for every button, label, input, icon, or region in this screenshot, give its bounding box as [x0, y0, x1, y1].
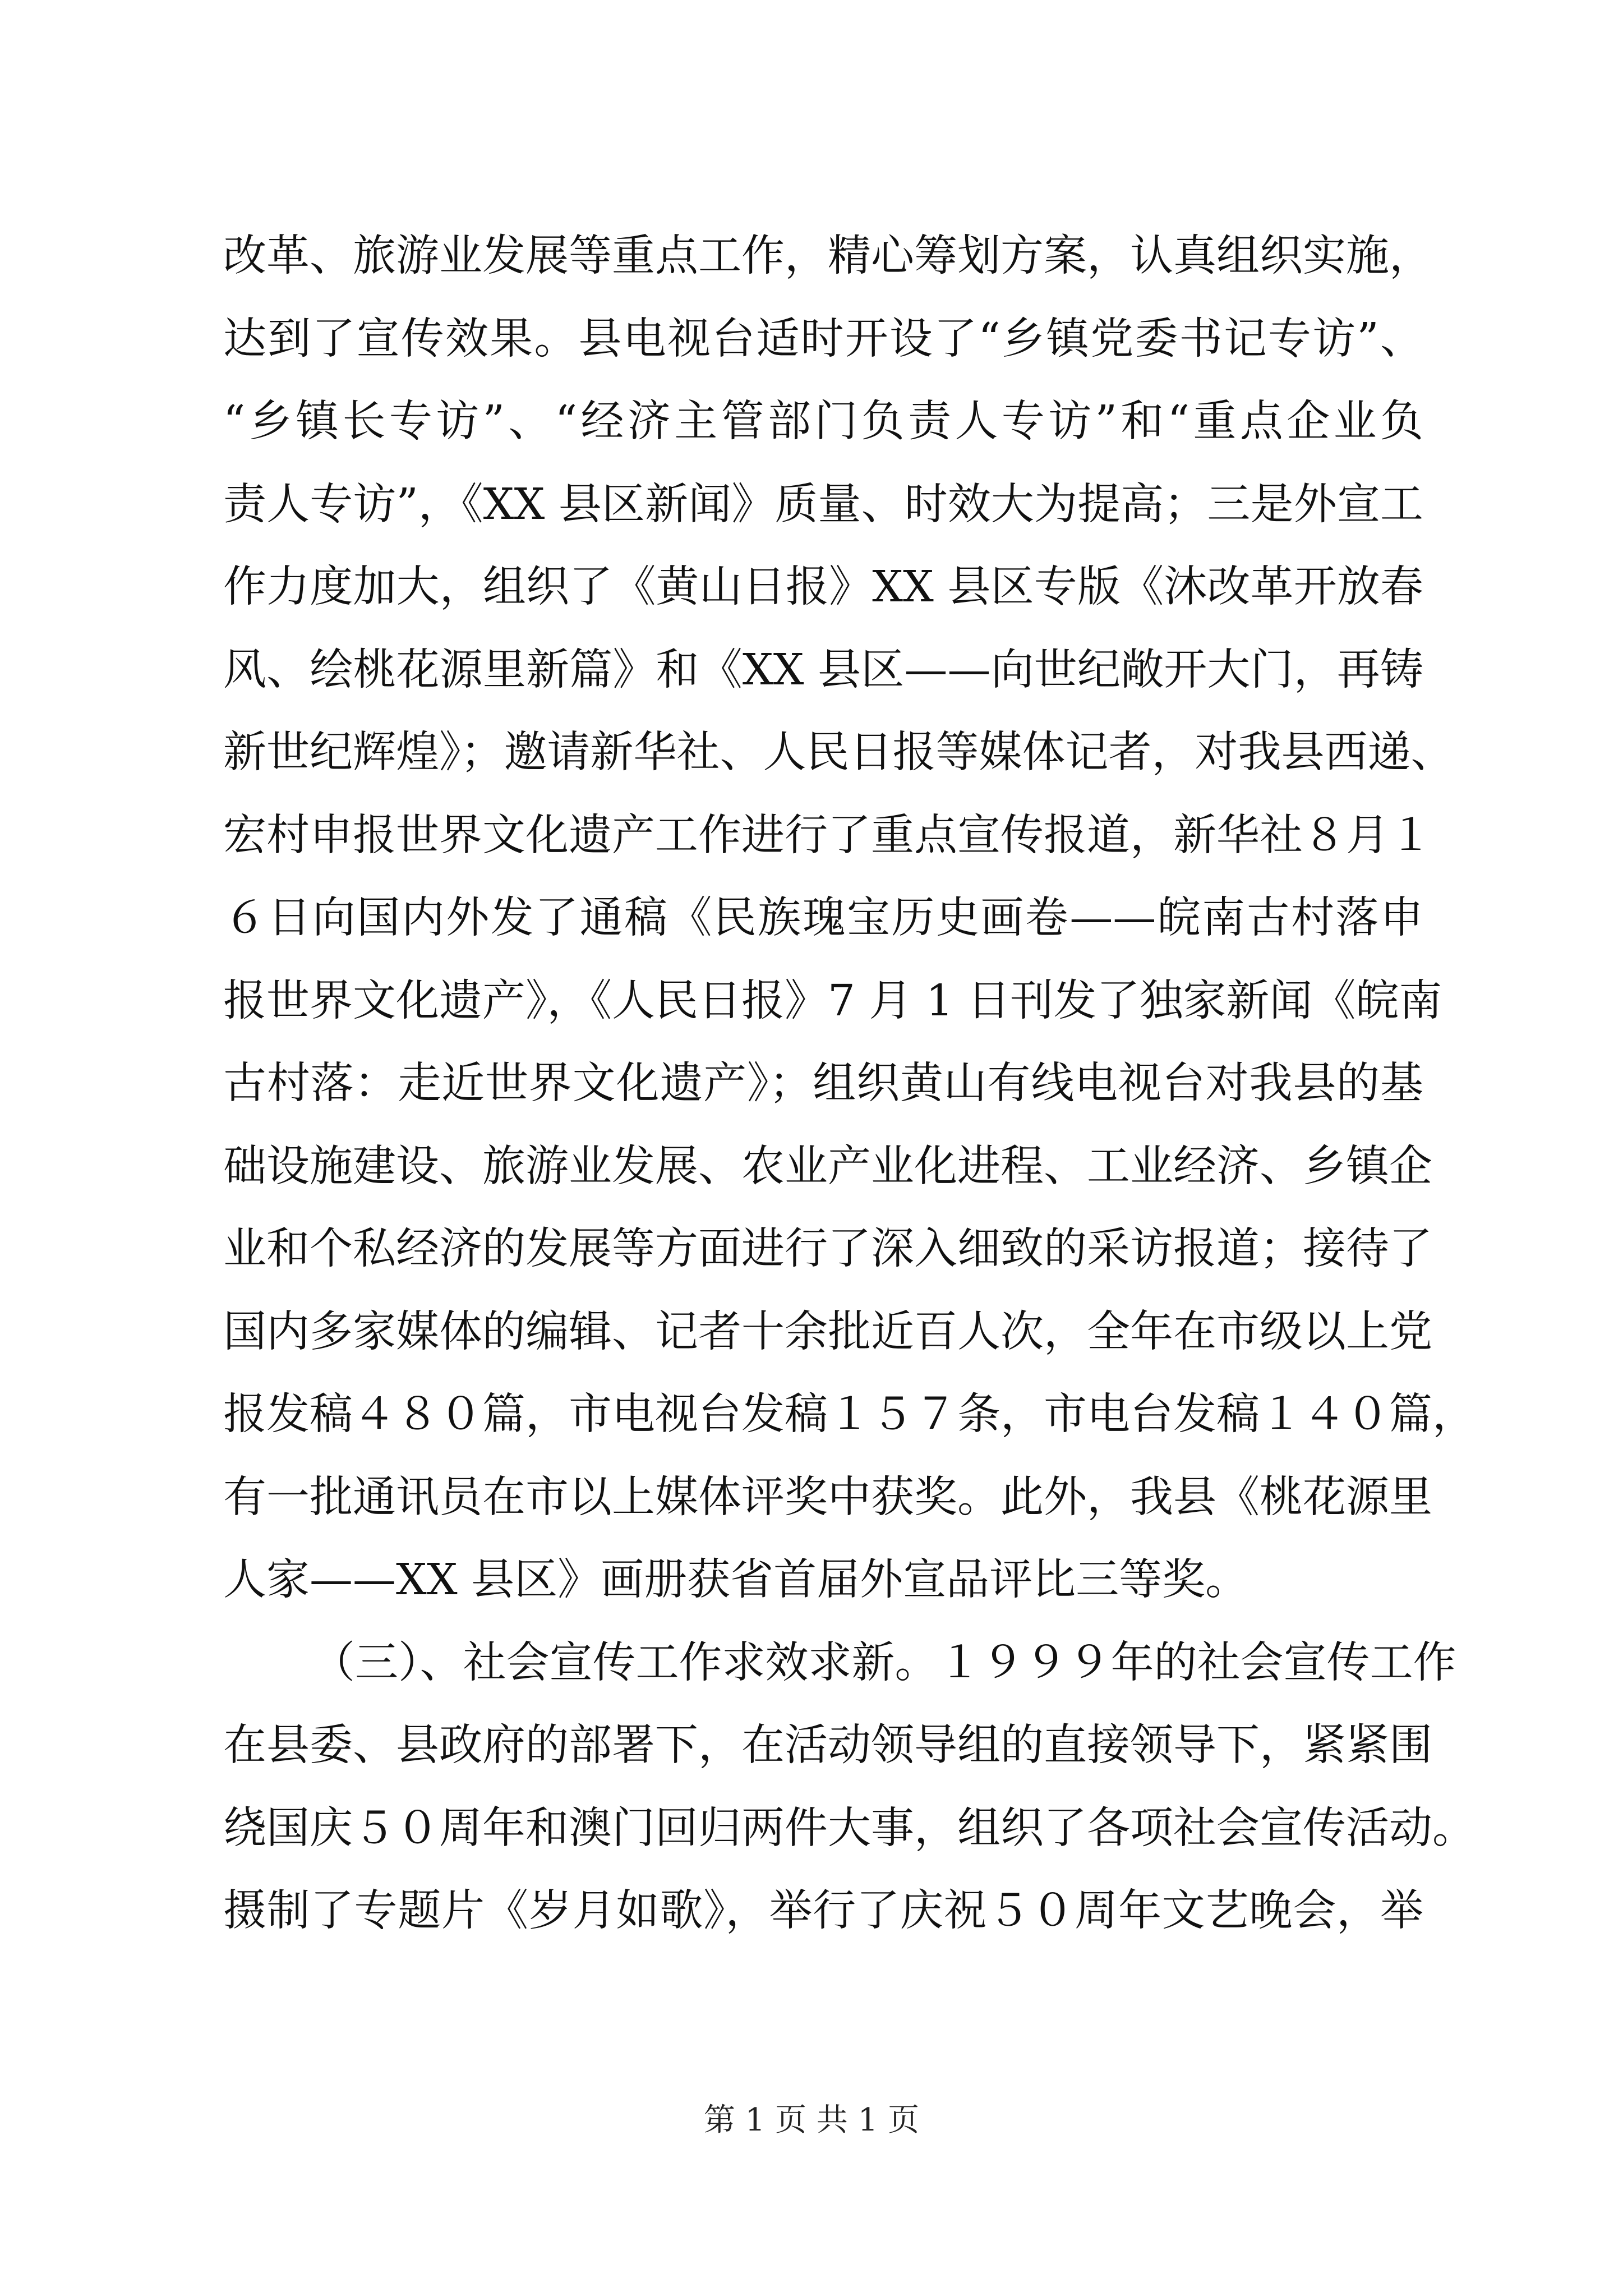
- document-body: [223, 215, 1476, 1953]
- text-line: 报世界文化遗产》，《人民日报》7 月 1 日刊发了独家新闻《皖南: [223, 976, 1442, 1026]
- page-number-label: 第 1 页 共 1 页: [703, 2102, 920, 2138]
- text-line: 人家——XX 县区》画册获省首届外宣品评比三等奖。: [223, 1555, 1249, 1605]
- text-line: 达到了宣传效果。县电视台适时开设了“乡镇党委书记专访”、: [223, 314, 1423, 364]
- text-line: 业和个私经济的发展等方面进行了深入细致的采访报道；接待了: [223, 1224, 1432, 1274]
- text-line: 础设施建设、旅游业发展、农业产业化进程、工业经济、乡镇企: [223, 1141, 1432, 1191]
- text-line: 绕国庆５０周年和澳门回归两件大事，组织了各项社会宣传活动。: [223, 1803, 1476, 1853]
- text-line: （三）、社会宣传工作求效求新。１９９９年的社会宣传工作: [312, 1637, 1456, 1688]
- paragraph-2: [223, 1622, 1476, 1953]
- text-line: “乡镇长专访”、“经济主管部门负责人专访”和“重点企业负: [223, 397, 1423, 447]
- text-line: 摄制了专题片《岁月如歌》，举行了庆祝５０周年文艺晚会，举: [223, 1886, 1423, 1936]
- text-line: ６日向国内外发了通稿《民族瑰宝历史画卷——皖南古村落申: [223, 893, 1423, 943]
- text-line: 新世纪辉煌》；邀请新华社、人民日报等媒体记者，对我县西递、: [223, 728, 1454, 777]
- text-line: 责人专访”，《XX 县区新闻》质量、时效大为提高；三是外宣工: [223, 479, 1423, 530]
- paragraph-1: [223, 215, 1476, 1622]
- text-line: 有一批通讯员在市以上媒体评奖中获奖。此外，我县《桃花源里: [223, 1472, 1432, 1522]
- text-line: 国内多家媒体的编辑、记者十余批近百人次，全年在市级以上党: [223, 1306, 1432, 1357]
- text-line: 古村落：走近世界文化遗产》；组织黄山有线电视台对我县的基: [223, 1059, 1423, 1108]
- text-line: 在县委、县政府的部署下，在活动领导组的直接领导下，紧紧围: [223, 1720, 1432, 1770]
- text-line: 宏村申报世界文化遗产工作进行了重点宣传报道，新华社８月１: [223, 810, 1432, 861]
- text-line: 改革、旅游业发展等重点工作，精心筹划方案，认真组织实施，: [223, 231, 1432, 281]
- text-line: 风、绘桃花源里新篇》和《XX 县区——向世纪敞开大门，再铸: [223, 645, 1423, 695]
- text-line: 作力度加大，组织了《黄山日报》XX 县区专版《沐改革开放春: [223, 562, 1423, 612]
- text-line: 报发稿４８０篇，市电视台发稿１５７条，市电台发稿１４０篇，: [223, 1389, 1476, 1439]
- page-footer: [0, 2101, 1623, 2140]
